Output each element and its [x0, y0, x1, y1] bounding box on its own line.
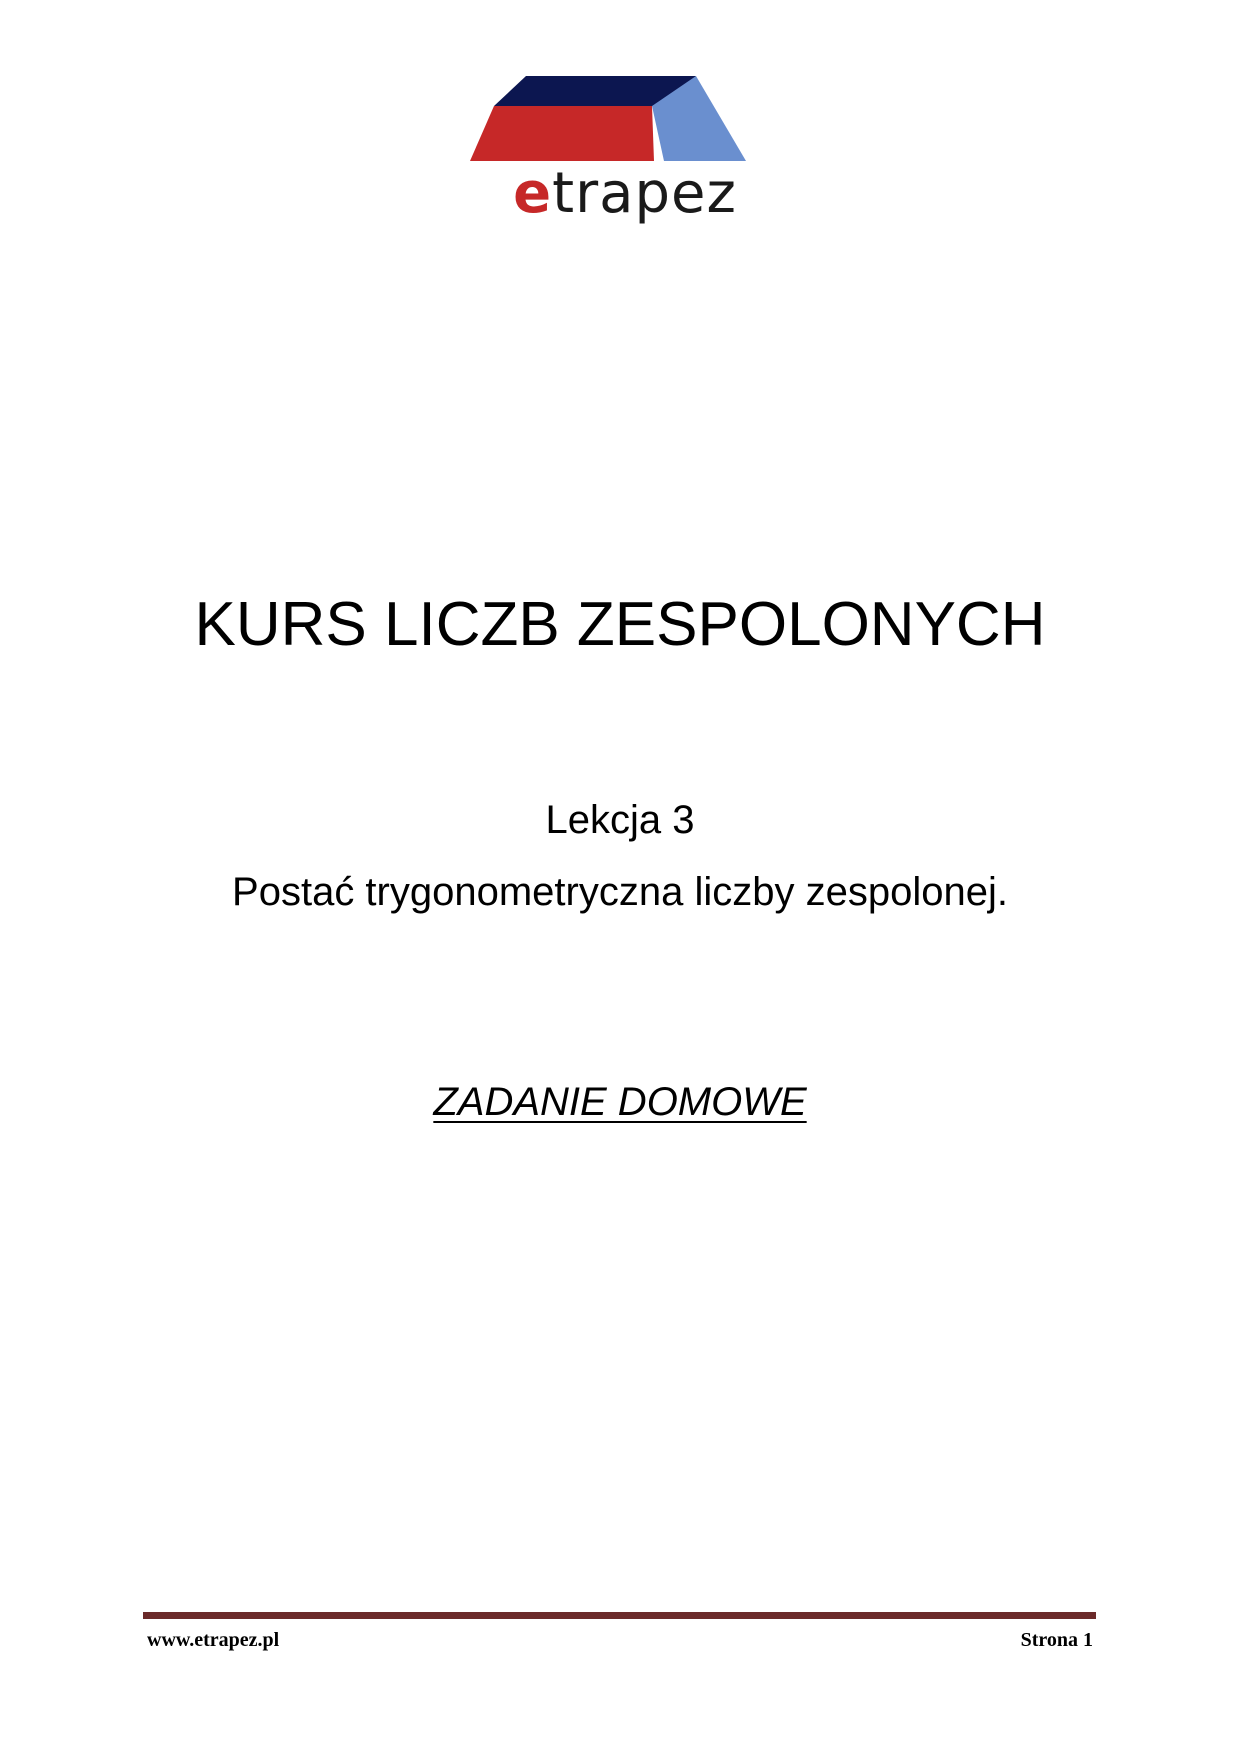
footer-page-number: Strona 1 — [1020, 1629, 1093, 1651]
footer-divider — [143, 1612, 1096, 1619]
logo-front-face — [470, 106, 654, 161]
lesson-topic: Postać trygonometryczna liczby zespolonej. — [232, 870, 1008, 914]
homework-heading: ZADANIE DOMOWE — [433, 1080, 807, 1124]
logo-wordmark — [480, 161, 770, 226]
trapezoid-logo-icon — [470, 76, 770, 166]
logo-wordmark-rest: trapez — [552, 161, 737, 226]
lesson-number: Lekcja 3 — [545, 798, 695, 842]
etrapez-logo — [470, 76, 770, 236]
course-title: KURS LICZB ZESPOLONYCH — [194, 590, 1046, 659]
footer-website-url: www.etrapez.pl — [147, 1629, 280, 1651]
logo-wordmark-accent: e — [513, 161, 553, 226]
